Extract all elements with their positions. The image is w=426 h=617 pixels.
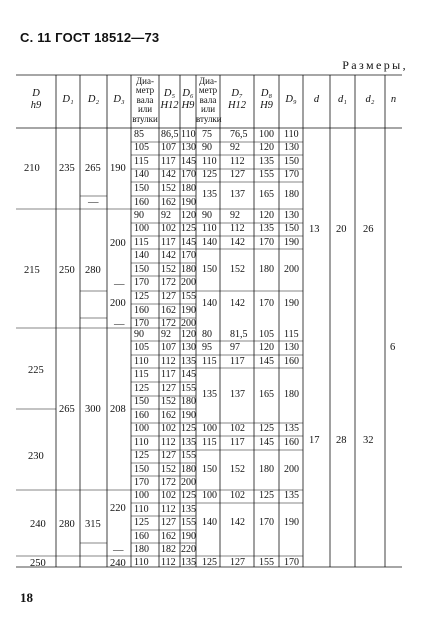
- right-row-14-v4: 135: [284, 423, 299, 434]
- row-9-col-0: 140: [134, 250, 149, 261]
- right-row-6-v2: 112: [230, 223, 245, 234]
- row-24-col-1: 127: [161, 450, 176, 461]
- row-30-col-0: 160: [134, 531, 149, 542]
- header-D5: D₅ H12: [160, 88, 179, 111]
- row-4-col-2: 180: [181, 183, 196, 194]
- header-shaft-diameter: Диа- метр вала или втулки: [132, 76, 158, 124]
- right-row-11-v4: 130: [284, 342, 299, 353]
- row-26-col-2: 200: [181, 477, 196, 488]
- g1-D2: 265: [85, 163, 101, 174]
- row-14-col-2: 200: [181, 318, 196, 329]
- d-a: 13: [309, 224, 320, 235]
- right-row-3-v1: 125: [202, 169, 217, 180]
- right-row-5-v3: 120: [259, 210, 274, 221]
- row-25-col-0: 150: [134, 464, 149, 475]
- row-26-col-1: 172: [161, 477, 176, 488]
- header-D6: D₆ H9: [181, 88, 195, 111]
- row-27-col-1: 102: [161, 490, 176, 501]
- d1-b: 28: [336, 435, 347, 446]
- row-22-col-0: 100: [134, 423, 149, 434]
- right-row-2-v3: 135: [259, 156, 274, 167]
- header-D3: D₃: [113, 94, 125, 105]
- row-10-col-1: 152: [161, 264, 176, 275]
- right-row-13-v3: 165: [259, 389, 274, 400]
- row-12-col-0: 125: [134, 291, 149, 302]
- row-19-col-1: 127: [161, 383, 176, 394]
- row-14-col-0: 170: [134, 318, 149, 329]
- g3-D3: 208: [110, 404, 126, 415]
- header-n: n: [390, 94, 397, 105]
- row-15-col-1: 92: [161, 329, 171, 340]
- row-28-col-1: 112: [161, 504, 176, 515]
- row-25-col-1: 152: [161, 464, 176, 475]
- right-row-13-v4: 180: [284, 389, 299, 400]
- right-row-12-v3: 145: [259, 356, 274, 367]
- right-row-1-v2: 92: [230, 142, 240, 153]
- row-8-col-0: 115: [134, 237, 149, 248]
- right-row-10-v3: 105: [259, 329, 274, 340]
- row-28-col-0: 110: [134, 504, 149, 515]
- row-3-col-2: 170: [181, 169, 196, 180]
- row-1-col-0: 105: [134, 142, 149, 153]
- row-24-col-0: 125: [134, 450, 149, 461]
- row-20-col-2: 180: [181, 396, 196, 407]
- row-1-col-2: 130: [181, 142, 196, 153]
- right-row-4-v3: 165: [259, 189, 274, 200]
- right-row-19-v1: 125: [202, 557, 217, 568]
- row-12-col-2: 155: [181, 291, 196, 302]
- row-16-col-0: 105: [134, 342, 149, 353]
- row-2-col-0: 115: [134, 156, 149, 167]
- right-row-11-v2: 97: [230, 342, 240, 353]
- row-6-col-1: 92: [161, 210, 171, 221]
- right-row-17-v1: 100: [202, 490, 217, 501]
- right-row-6-v4: 150: [284, 223, 299, 234]
- g4-D1: 280: [59, 519, 75, 530]
- row-18-col-0: 115: [134, 369, 149, 380]
- row-21-col-1: 162: [161, 410, 176, 421]
- row-6-col-2: 120: [181, 210, 196, 221]
- right-row-14-v3: 125: [259, 423, 274, 434]
- right-row-7-v4: 190: [284, 237, 299, 248]
- row-15-col-0: 90: [134, 329, 144, 340]
- header-d2: d₂: [365, 94, 375, 105]
- right-row-5-v4: 130: [284, 210, 299, 221]
- row-4-col-0: 150: [134, 183, 149, 194]
- row-32-col-0: 110: [134, 557, 149, 568]
- table-caption: Размеры,: [342, 58, 408, 72]
- right-row-1-v1: 90: [202, 142, 212, 153]
- right-row-5-v2: 92: [230, 210, 240, 221]
- g5-D3: 240: [110, 558, 126, 569]
- right-row-0-v3: 100: [259, 129, 274, 140]
- right-row-10-v1: 80: [202, 329, 212, 340]
- right-row-16-v1: 150: [202, 464, 217, 475]
- right-row-5-v1: 90: [202, 210, 212, 221]
- row-8-col-2: 145: [181, 237, 196, 248]
- row-23-col-1: 112: [161, 437, 176, 448]
- document-header: С. 11 ГОСТ 18512—73: [20, 30, 160, 45]
- g4-D3: 220: [110, 503, 126, 514]
- header-D8: D₈ H9: [260, 88, 273, 111]
- row-0-col-1: 86,5: [161, 129, 179, 140]
- d2-b: 32: [363, 435, 374, 446]
- row-5-col-0: 160: [134, 197, 149, 208]
- row-23-col-2: 135: [181, 437, 196, 448]
- row-30-col-2: 190: [181, 531, 196, 542]
- right-row-8-v1: 150: [202, 264, 217, 275]
- right-row-6-v1: 110: [202, 223, 217, 234]
- right-row-8-v4: 200: [284, 264, 299, 275]
- row-17-col-2: 135: [181, 356, 196, 367]
- g3-D2: 300: [85, 404, 101, 415]
- right-row-8-v3: 180: [259, 264, 274, 275]
- g3-D1: 265: [59, 404, 75, 415]
- right-row-6-v3: 135: [259, 223, 274, 234]
- row-23-col-0: 110: [134, 437, 149, 448]
- g2-dash1: —: [114, 279, 125, 290]
- g4-D2: 315: [85, 519, 101, 530]
- row-16-col-1: 107: [161, 342, 176, 353]
- row-25-col-2: 180: [181, 464, 196, 475]
- right-row-2-v1: 110: [202, 156, 217, 167]
- row-29-col-0: 125: [134, 517, 149, 528]
- g2-D1: 250: [59, 265, 75, 276]
- d1-a: 20: [336, 224, 347, 235]
- right-row-3-v4: 170: [284, 169, 299, 180]
- right-row-15-v4: 160: [284, 437, 299, 448]
- right-row-3-v2: 127: [230, 169, 245, 180]
- row-0-col-0: 85: [134, 129, 144, 140]
- row-7-col-0: 100: [134, 223, 149, 234]
- g1-dash: —: [88, 197, 99, 208]
- g4-D: 240: [30, 519, 46, 530]
- row-26-col-0: 170: [134, 477, 149, 488]
- row-27-col-0: 100: [134, 490, 149, 501]
- right-row-12-v2: 117: [230, 356, 245, 367]
- row-18-col-2: 145: [181, 369, 196, 380]
- header-D7: D₇ H12: [227, 88, 247, 111]
- row-20-col-0: 150: [134, 396, 149, 407]
- right-row-15-v2: 117: [230, 437, 245, 448]
- row-14-col-1: 172: [161, 318, 176, 329]
- row-28-col-2: 135: [181, 504, 196, 515]
- right-row-18-v4: 190: [284, 517, 299, 528]
- right-row-0-v2: 76,5: [230, 129, 248, 140]
- header-d: d: [313, 94, 320, 105]
- row-30-col-1: 162: [161, 531, 176, 542]
- row-32-col-1: 112: [161, 557, 176, 568]
- right-row-1-v4: 130: [284, 142, 299, 153]
- row-19-col-0: 125: [134, 383, 149, 394]
- right-row-9-v2: 142: [230, 298, 245, 309]
- row-3-col-0: 140: [134, 169, 149, 180]
- right-row-7-v1: 140: [202, 237, 217, 248]
- g2-D2: 280: [85, 265, 101, 276]
- row-10-col-0: 150: [134, 264, 149, 275]
- g2-D3b: 200: [110, 298, 126, 309]
- row-17-col-0: 110: [134, 356, 149, 367]
- row-13-col-0: 160: [134, 305, 149, 316]
- row-22-col-2: 125: [181, 423, 196, 434]
- header-D1: D₁: [62, 94, 74, 105]
- right-row-14-v1: 100: [202, 423, 217, 434]
- right-row-16-v4: 200: [284, 464, 299, 475]
- row-1-col-1: 107: [161, 142, 176, 153]
- g1-D3: 190: [110, 163, 126, 174]
- g1-D1: 235: [59, 163, 75, 174]
- right-row-1-v3: 120: [259, 142, 274, 153]
- right-row-19-v2: 127: [230, 557, 245, 568]
- row-19-col-2: 155: [181, 383, 196, 394]
- row-32-col-2: 135: [181, 557, 196, 568]
- row-24-col-2: 155: [181, 450, 196, 461]
- right-row-13-v1: 135: [202, 389, 217, 400]
- right-row-13-v2: 137: [230, 389, 245, 400]
- header-D2: D₂: [87, 94, 100, 105]
- g1-D: 210: [24, 163, 40, 174]
- right-row-9-v4: 190: [284, 298, 299, 309]
- row-3-col-1: 142: [161, 169, 176, 180]
- right-row-10-v4: 115: [284, 329, 299, 340]
- right-row-8-v2: 152: [230, 264, 245, 275]
- row-8-col-1: 117: [161, 237, 176, 248]
- right-row-19-v3: 155: [259, 557, 274, 568]
- right-row-17-v2: 102: [230, 490, 245, 501]
- right-row-2-v2: 112: [230, 156, 245, 167]
- right-row-7-v3: 170: [259, 237, 274, 248]
- right-row-2-v4: 150: [284, 156, 299, 167]
- page-number: 18: [20, 590, 33, 605]
- right-row-12-v1: 115: [202, 356, 217, 367]
- row-21-col-0: 160: [134, 410, 149, 421]
- row-9-col-1: 142: [161, 250, 176, 261]
- row-31-col-1: 182: [161, 544, 176, 555]
- row-13-col-2: 190: [181, 305, 196, 316]
- row-5-col-2: 190: [181, 197, 196, 208]
- right-row-3-v3: 155: [259, 169, 274, 180]
- row-11-col-1: 172: [161, 277, 176, 288]
- g4-dash: —: [113, 545, 124, 556]
- row-20-col-1: 152: [161, 396, 176, 407]
- row-22-col-1: 102: [161, 423, 176, 434]
- row-10-col-2: 180: [181, 264, 196, 275]
- row-2-col-2: 145: [181, 156, 196, 167]
- g2-dash2: —: [114, 319, 125, 330]
- row-5-col-1: 162: [161, 197, 176, 208]
- header-D: D h9: [30, 88, 42, 111]
- row-11-col-0: 170: [134, 277, 149, 288]
- row-11-col-2: 200: [181, 277, 196, 288]
- right-row-15-v1: 115: [202, 437, 217, 448]
- row-15-col-2: 120: [181, 329, 196, 340]
- row-7-col-1: 102: [161, 223, 176, 234]
- row-6-col-0: 90: [134, 210, 144, 221]
- right-row-9-v1: 140: [202, 298, 217, 309]
- right-row-17-v4: 135: [284, 490, 299, 501]
- right-row-14-v2: 102: [230, 423, 245, 434]
- right-row-0-v1: 75: [202, 129, 212, 140]
- header-shaft-diameter-2: Диа- метр вала или втулки: [196, 76, 222, 124]
- row-16-col-2: 130: [181, 342, 196, 353]
- right-row-12-v4: 160: [284, 356, 299, 367]
- right-row-4-v1: 135: [202, 189, 217, 200]
- row-13-col-1: 162: [161, 305, 176, 316]
- row-21-col-2: 190: [181, 410, 196, 421]
- right-row-4-v2: 137: [230, 189, 245, 200]
- row-27-col-2: 125: [181, 490, 196, 501]
- right-row-10-v2: 81,5: [230, 329, 248, 340]
- row-29-col-1: 127: [161, 517, 176, 528]
- right-row-18-v3: 170: [259, 517, 274, 528]
- right-row-18-v2: 142: [230, 517, 245, 528]
- g2-D: 215: [24, 265, 40, 276]
- right-row-18-v1: 140: [202, 517, 217, 528]
- row-2-col-1: 117: [161, 156, 176, 167]
- row-29-col-2: 155: [181, 517, 196, 528]
- row-0-col-2: 110: [181, 129, 196, 140]
- row-7-col-2: 125: [181, 223, 196, 234]
- row-31-col-2: 220: [181, 544, 196, 555]
- row-18-col-1: 117: [161, 369, 176, 380]
- right-row-17-v3: 125: [259, 490, 274, 501]
- right-row-9-v3: 170: [259, 298, 274, 309]
- g3-Da: 225: [28, 365, 44, 376]
- header-D9: D₉: [285, 94, 297, 105]
- g5-D: 250: [30, 558, 46, 569]
- right-row-7-v2: 142: [230, 237, 245, 248]
- right-row-11-v3: 120: [259, 342, 274, 353]
- header-d1: d₁: [338, 94, 347, 105]
- right-row-19-v4: 170: [284, 557, 299, 568]
- n-value: 6: [390, 342, 396, 353]
- right-row-4-v4: 180: [284, 189, 299, 200]
- row-31-col-0: 180: [134, 544, 149, 555]
- row-12-col-1: 127: [161, 291, 176, 302]
- g3-Db: 230: [28, 451, 44, 462]
- d2-a: 26: [363, 224, 374, 235]
- right-row-15-v3: 145: [259, 437, 274, 448]
- right-row-11-v1: 95: [202, 342, 212, 353]
- right-row-16-v2: 152: [230, 464, 245, 475]
- d-b: 17: [309, 435, 320, 446]
- row-4-col-1: 152: [161, 183, 176, 194]
- right-row-0-v4: 110: [284, 129, 299, 140]
- row-9-col-2: 170: [181, 250, 196, 261]
- right-row-16-v3: 180: [259, 464, 274, 475]
- row-17-col-1: 112: [161, 356, 176, 367]
- g2-D3a: 200: [110, 238, 126, 249]
